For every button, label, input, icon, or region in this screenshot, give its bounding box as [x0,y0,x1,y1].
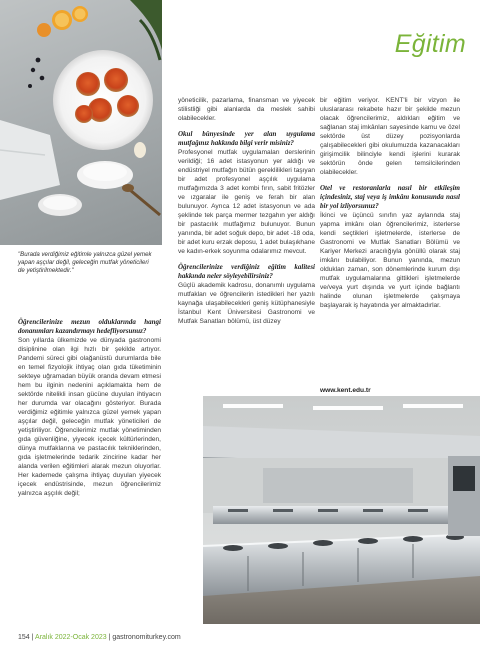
website-link[interactable]: www.kent.edu.tr [320,387,371,394]
page-footer [18,634,181,641]
section-title: Eğitim [394,30,466,58]
question-2: Okul bünyesinde yer alan uygulama mutfağınız hakkında bilgi verir misiniz? [178,130,315,147]
column-1 [18,318,161,498]
answer-3-continued: bir eğitim veriyor. KENT'li bir vizyon ile uluslararası rekabete hazır bir şekilde mezun olacak öğrencilerimiz, aldıkları eğitim ve sağlanan staj imkânları sayesinde kamu ve özel sektörde üst düzey pozisyonlarda çalışabilecekleri gibi okulumuzda kazanacakları girişimcilik bilinciyle kendi işlerini kurarak sektörün önde gelen temsilcilerinden olabilecekler. [320,97,460,177]
question-4: Otel ve restoranlarla nasıl bir etkileşim içindesiniz, staj veya iş imkânı konusunda nasıl bir yol izliyorsunuz? [320,184,460,211]
column-3 [320,96,460,310]
food-photo-illustration [0,0,162,245]
kitchen-photo [203,396,480,624]
question-3: Öğrencilerinize verdiğiniz eğitim kalitesi hakkında neler söyleyebilirsiniz? [178,263,315,281]
footer-separator: | [108,634,111,641]
page-number: 154 [18,634,30,641]
footer-separator: | [31,634,34,641]
answer-2: Profesyonel mutfak uygulamaları derslerinin verildiği; 16 adet istasyonun yer aldığı ve endüstriyel mutfağın bütün gereklilikleri taşıyan bir adet profesyonel aşçılık uygulama mutfağımızda 3 adet kombi fırın, sabit fritözler ve ızgaralar ile geniş ve ferah bir alan bulunuyor. Ayrıca 12 adet istasyonun ve ada şeklinde tek parça mermer tezgahın yer aldığı bir pastacılık mutfağımız bulunuyor. Bunun yanında, bir adet soğuk depo, bir adet -18 oda, bir adet kuru erzak deposu, 1 adet bulaşıkhane ve kadın-erkek soyunma odalarımız mevcut. [178,148,315,256]
question-1: Öğrencilerinize mezun olduklarında hangi donanımları kazandırmayı hedefliyorsunuz? [18,318,161,335]
kitchen-photo-illustration [203,396,480,624]
answer-1-continued: yöneticilik, pazarlama, finansman ve yiyecek stilistliği gibi alanlarda da meslek sahibi olabilecekler. [178,97,315,123]
food-photo [0,0,162,245]
answer-1: Son yıllarda ülkemizde ve dünyada gastronomi disiplinine olan ilgi hızlı bir şekilde artıyor. Pandemi süreci gibi olağanüstü durumlarda bile en temel fizyolojik ihtiyaç olan gıda tüketiminin sekteye uğramadan büyük oranda devam etmesi hem bu ilginin nedenini açıklamakta hem de sektörde nitelikli insan gücüne duyulan ihtiyacın her durumda var olacağını gösteriyor. Burada verdiğimiz eğitimle yalnızca güzel yemek yapan aşçılar değil, geleceğin mutfak yöneticileri de yetiştiriliyor. Öğrencilerimiz mutfak yönetiminden gıda güvenliğine, yiyecek içecek kültürlerinden, dünya mutfaklarına ve pastacılık tekniklerinden, gıda işletmelerinde tedarik zincirine kadar her alanda verilen eğitimleri alarak mezun oluyorlar. Her kademede çalışma ihtiyaç duyulan yiyecek içecek endüstrisinde, mezun öğrencilerimiz yalnızca aşçılık değil; [18,336,161,498]
answer-4: İkinci ve üçüncü sınıfın yaz aylarında staj yapma imkânı olan öğrencilerimiz, isterlerse kendi seçtikleri işletmelerde, isterlerse de Gastronomi ve Mutfak Sanatları Bölümü ve Kariyer Merkezi aracılığıyla gönüllü olarak staj imkânı bulabiliyor. Bunun yanında, mezun oldukları zaman, son dönemlerinde kurum dışı mutfak uygulamalarına gittikleri işletmelerde ve/veya yurt dışında ve yurt içinde bağlantı halinde olunan işletmelerde çalışmaya başlayarak iş hayatında yer almaktadırlar. [320,211,460,310]
photo-caption: "Burada verdiğimiz eğitimle yalnızca güzel yemek yapan aşçılar değil, geleceğin mutfak yöneticileri de yetiştirilmektedir." [18,251,152,274]
column-2 [178,96,315,326]
answer-3: Güçlü akademik kadrosu, donanımlı uygulama mutfakları ve öğrencilerin istedikleri her yazılı kaynağa ulaşabilecekleri geniş kütüphanesiyle İstanbul Kent Üniversitesi Gastronomi ve Mutfak Sanatları bölümü, üst düzey [178,281,315,326]
site-link[interactable]: gastronomiturkey.com [112,634,181,641]
issue-date: Aralık 2022-Ocak 2023 [35,634,107,641]
